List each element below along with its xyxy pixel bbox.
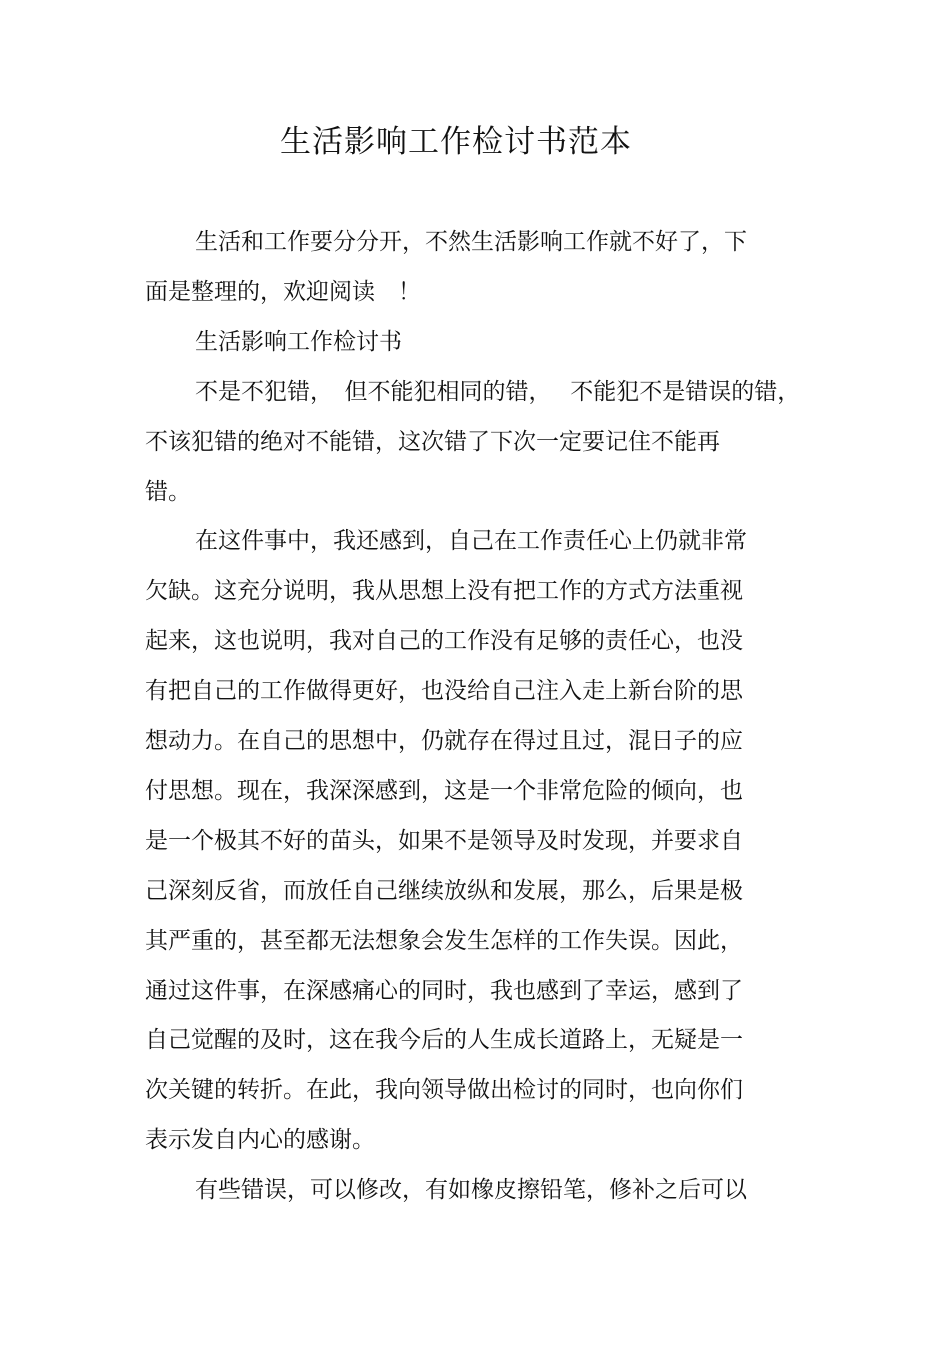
paragraph-line-intro-2: 面是整理的，欢迎阅读 ！ xyxy=(145,279,421,305)
document-title: 生活影响工作检讨书范本 xyxy=(280,124,632,160)
paragraph-line-7: 有把自己的工作做得更好，也没给自己注入走上新台阶的思 xyxy=(145,678,743,704)
paragraph-line-11: 己深刻反省，而放任自己继续放纵和发展，那么，后果是极 xyxy=(145,878,743,904)
paragraph-line-1: 不是不犯错， 但不能犯相同的错， 不能犯不是错误的错， xyxy=(195,379,801,405)
paragraph-line-12: 其严重的，甚至都无法想象会发生怎样的工作失误。因此， xyxy=(145,928,743,954)
paragraph-line-16: 表示发自内心的感谢。 xyxy=(145,1127,375,1153)
paragraph-line-intro-1: 生活和工作要分分开，不然生活影响工作就不好了，下 xyxy=(195,229,747,255)
paragraph-line-3: 错。 xyxy=(145,479,191,505)
paragraph-line-8: 想动力。在自己的思想中，仍就存在得过且过，混日子的应 xyxy=(145,728,743,754)
section-heading: 生活影响工作检讨书 xyxy=(195,329,402,355)
paragraph-line-13: 通过这件事，在深感痛心的同时，我也感到了幸运，感到了 xyxy=(145,978,743,1004)
paragraph-line-6: 起来，这也说明，我对自己的工作没有足够的责任心，也没 xyxy=(145,628,743,654)
paragraph-line-2: 不该犯错的绝对不能错，这次错了下次一定要记住不能再 xyxy=(145,429,720,455)
paragraph-line-17: 有些错误，可以修改，有如橡皮擦铅笔，修补之后可以 xyxy=(195,1177,747,1203)
paragraph-line-4: 在这件事中，我还感到，自己在工作责任心上仍就非常 xyxy=(195,528,747,554)
paragraph-line-9: 付思想。现在，我深深感到，这是一个非常危险的倾向，也 xyxy=(145,778,743,804)
paragraph-line-15: 次关键的转折。在此，我向领导做出检讨的同时，也向你们 xyxy=(145,1077,743,1103)
paragraph-line-5: 欠缺。这充分说明，我从思想上没有把工作的方式方法重视 xyxy=(145,578,743,604)
paragraph-line-10: 是一个极其不好的苗头，如果不是领导及时发现，并要求自 xyxy=(145,828,743,854)
paragraph-line-14: 自己觉醒的及时，这在我今后的人生成长道路上，无疑是一 xyxy=(145,1027,743,1053)
